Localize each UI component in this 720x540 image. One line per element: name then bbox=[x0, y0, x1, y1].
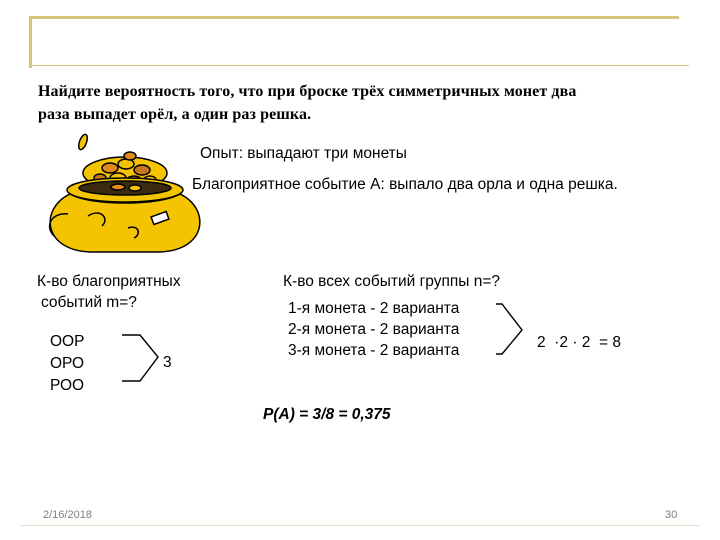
footer-date: 2/16/2018 bbox=[43, 509, 92, 521]
coin-variant: 2-я монета - 2 варианта bbox=[288, 321, 460, 338]
total-count-label: К-во всех событий группы n=? bbox=[283, 273, 500, 290]
answer-formula: Р(А) = 3/8 = 0,375 bbox=[263, 406, 391, 423]
favorable-count-label-2: событий m=? bbox=[41, 294, 137, 311]
footer-rule bbox=[20, 525, 700, 526]
outcomes-brace bbox=[122, 333, 162, 385]
coin-pot-illustration bbox=[30, 128, 205, 258]
coins-brace bbox=[496, 302, 526, 358]
frame-divider bbox=[29, 65, 689, 66]
outcome-item: ООР bbox=[50, 333, 85, 350]
frame-top-rule bbox=[29, 16, 679, 19]
slide-number: 30 bbox=[665, 509, 678, 521]
outcome-item: РОО bbox=[50, 377, 85, 394]
favorable-count-label-1: К-во благоприятных bbox=[37, 273, 181, 290]
coin-variant: 1-я монета - 2 варианта bbox=[288, 300, 460, 317]
product-formula: 2 ·2 · 2 = 8 bbox=[537, 334, 622, 351]
coin-variant: 3-я монета - 2 варианта bbox=[288, 342, 460, 359]
problem-line-2: раза выпадет орёл, а один раз решка. bbox=[38, 106, 312, 123]
problem-statement bbox=[38, 80, 698, 126]
favorable-event-text: Благоприятное событие А: выпало два орла и одна решка. bbox=[192, 176, 618, 193]
experiment-text: Опыт: выпадают три монеты bbox=[200, 145, 407, 162]
outcome-item: ОРО bbox=[50, 355, 85, 372]
favorable-count-result: 3 bbox=[163, 354, 172, 371]
frame-left-rule bbox=[29, 16, 32, 68]
problem-line-1: Найдите вероятность того, что при броске трёх симметричных монет два bbox=[38, 83, 577, 100]
